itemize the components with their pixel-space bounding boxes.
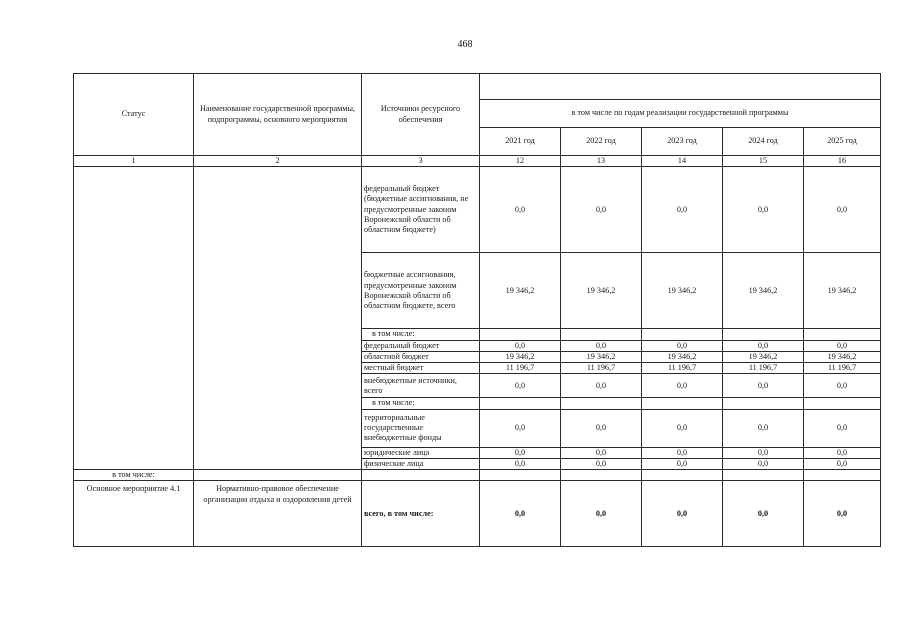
measure-source: всего, в том числе: bbox=[362, 481, 480, 547]
value-cell-empty bbox=[480, 398, 561, 409]
resource-table bbox=[73, 73, 881, 547]
value-cell: 0,0 bbox=[480, 167, 561, 253]
col-number: 3 bbox=[362, 156, 480, 167]
value-cell: 19 346,2 bbox=[561, 351, 642, 362]
page-number: 468 bbox=[457, 39, 473, 50]
source-label: федеральный бюджет (бюджетные ассигнования, не предусмотренные законом Воронежской области об областном бюджете) bbox=[362, 167, 480, 253]
value-cell: 11 196,7 bbox=[480, 363, 561, 374]
value-cell: 0,0 bbox=[561, 340, 642, 351]
value-cell: 19 346,2 bbox=[561, 253, 642, 329]
value-cell-empty bbox=[642, 398, 723, 409]
col-number: 12 bbox=[480, 156, 561, 167]
value-cell: 0,0 bbox=[561, 167, 642, 253]
value-cell-empty bbox=[480, 329, 561, 340]
value-cell-empty bbox=[561, 398, 642, 409]
source-label: местный бюджет bbox=[362, 363, 480, 374]
name-cell-empty bbox=[194, 167, 362, 470]
source-label: физические лица bbox=[362, 458, 480, 469]
value-cell: 0,0 bbox=[561, 458, 642, 469]
value-cell: 0,0 bbox=[723, 409, 804, 447]
value-cell: 19 346,2 bbox=[480, 351, 561, 362]
header-program-name: Наименование государственной программы, подпрограммы, основного мероприятия bbox=[194, 74, 362, 156]
col-number: 14 bbox=[642, 156, 723, 167]
value-cell: 19 346,2 bbox=[480, 253, 561, 329]
header-year: 2025 год bbox=[804, 128, 881, 156]
value-cell: 19 346,2 bbox=[804, 253, 881, 329]
cell-empty bbox=[480, 470, 561, 481]
value-cell: 0,0 bbox=[804, 374, 881, 398]
header-blank bbox=[480, 74, 881, 100]
resource-table-wrapper bbox=[73, 73, 881, 547]
col-number: 15 bbox=[723, 156, 804, 167]
value-cell: 0,0 bbox=[723, 167, 804, 253]
source-label: областной бюджет bbox=[362, 351, 480, 362]
table-row bbox=[74, 167, 881, 253]
value-cell: 0,0 bbox=[642, 340, 723, 351]
col-number: 16 bbox=[804, 156, 881, 167]
value-cell: 0,0 bbox=[723, 458, 804, 469]
value-cell: 0,0 bbox=[804, 447, 881, 458]
value-cell: 19 346,2 bbox=[642, 253, 723, 329]
value-cell: 19 346,2 bbox=[723, 253, 804, 329]
cell-empty bbox=[194, 470, 362, 481]
value-cell: 0,0 bbox=[480, 481, 561, 547]
value-cell: 0,0 bbox=[642, 167, 723, 253]
value-cell-empty bbox=[804, 398, 881, 409]
value-cell: 11 196,7 bbox=[642, 363, 723, 374]
subheading-cell: в том числе: bbox=[74, 470, 194, 481]
value-cell: 0,0 bbox=[804, 458, 881, 469]
source-label: юридические лица bbox=[362, 447, 480, 458]
value-cell: 0,0 bbox=[723, 340, 804, 351]
value-cell-empty bbox=[642, 329, 723, 340]
value-cell: 0,0 bbox=[480, 447, 561, 458]
value-cell: 11 196,7 bbox=[804, 363, 881, 374]
source-sublabel: в том числе: bbox=[362, 329, 480, 340]
source-label: федеральный бюджет bbox=[362, 340, 480, 351]
value-cell: 11 196,7 bbox=[723, 363, 804, 374]
col-number: 13 bbox=[561, 156, 642, 167]
value-cell: 19 346,2 bbox=[723, 351, 804, 362]
value-cell: 0,0 bbox=[642, 409, 723, 447]
cell-empty bbox=[804, 470, 881, 481]
value-cell: 0,0 bbox=[723, 481, 804, 547]
value-cell: 11 196,7 bbox=[561, 363, 642, 374]
value-cell-empty bbox=[723, 398, 804, 409]
value-cell: 0,0 bbox=[561, 409, 642, 447]
header-by-years: в том числе по годам реализации государственной программы bbox=[480, 100, 881, 128]
header-year: 2022 год bbox=[561, 128, 642, 156]
source-sublabel: в том числе: bbox=[362, 398, 480, 409]
value-cell-empty bbox=[804, 329, 881, 340]
value-cell-empty bbox=[723, 329, 804, 340]
status-cell-empty bbox=[74, 167, 194, 470]
col-number: 1 bbox=[74, 156, 194, 167]
header-sources: Источники ресурсного обеспечения bbox=[362, 74, 480, 156]
header-year: 2021 год bbox=[480, 128, 561, 156]
value-cell: 0,0 bbox=[561, 447, 642, 458]
table-row bbox=[74, 470, 881, 481]
value-cell: 0,0 bbox=[642, 447, 723, 458]
value-cell-empty bbox=[561, 329, 642, 340]
value-cell: 0,0 bbox=[642, 481, 723, 547]
source-label: бюджетные ассигнования, предусмотренные законом Воронежской области об областном бюджете, всего bbox=[362, 253, 480, 329]
value-cell: 0,0 bbox=[480, 458, 561, 469]
header-year: 2023 год bbox=[642, 128, 723, 156]
value-cell: 0,0 bbox=[480, 340, 561, 351]
value-cell: 0,0 bbox=[723, 447, 804, 458]
value-cell: 0,0 bbox=[642, 374, 723, 398]
value-cell: 0,0 bbox=[804, 340, 881, 351]
value-cell: 0,0 bbox=[804, 481, 881, 547]
cell-empty bbox=[723, 470, 804, 481]
value-cell: 0,0 bbox=[480, 409, 561, 447]
value-cell: 0,0 bbox=[480, 374, 561, 398]
value-cell: 0,0 bbox=[642, 458, 723, 469]
value-cell: 0,0 bbox=[804, 167, 881, 253]
value-cell: 19 346,2 bbox=[642, 351, 723, 362]
measure-status: Основное мероприятие 4.1 bbox=[74, 481, 194, 547]
cell-empty bbox=[561, 470, 642, 481]
header-year: 2024 год bbox=[723, 128, 804, 156]
cell-empty bbox=[642, 470, 723, 481]
header-status: Статус bbox=[74, 74, 194, 156]
value-cell: 0,0 bbox=[561, 481, 642, 547]
source-label: внебюджетные источники, всего bbox=[362, 374, 480, 398]
measure-name: Нормативно-правовое обеспечение организации отдыха и оздоровления детей bbox=[194, 481, 362, 547]
value-cell: 0,0 bbox=[723, 374, 804, 398]
cell-empty bbox=[362, 470, 480, 481]
measure-row bbox=[74, 481, 881, 547]
value-cell: 0,0 bbox=[561, 374, 642, 398]
col-number: 2 bbox=[194, 156, 362, 167]
source-label: территориальные государственные внебюджетные фонды bbox=[362, 409, 480, 447]
value-cell: 0,0 bbox=[804, 409, 881, 447]
value-cell: 19 346,2 bbox=[804, 351, 881, 362]
